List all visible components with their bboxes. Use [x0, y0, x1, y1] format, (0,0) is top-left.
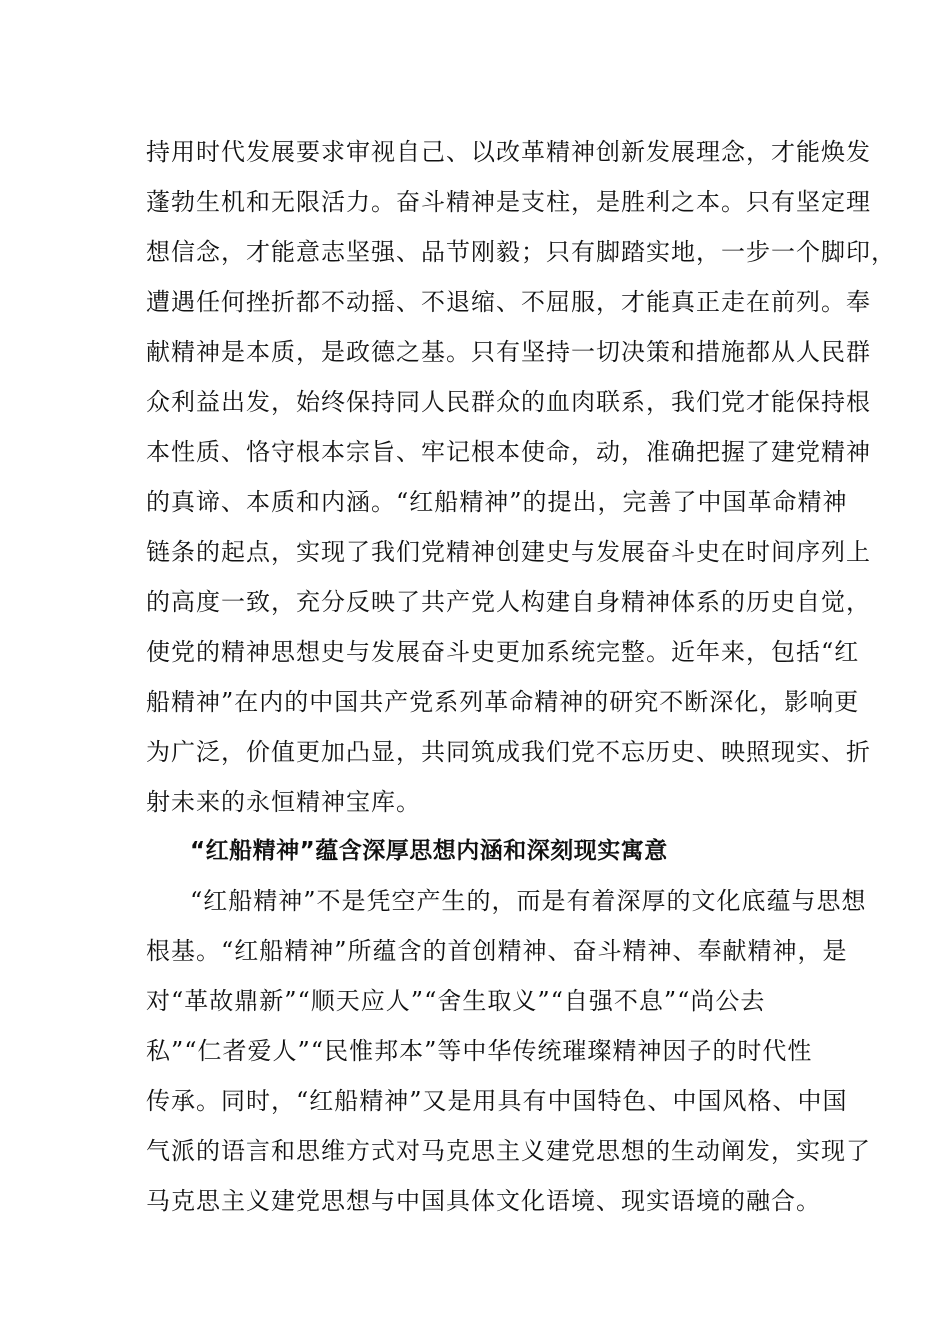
paragraph-1-line: 持用时代发展要求审视自己、以改革精神创新发展理念，才能焕发: [146, 138, 871, 166]
paragraph-2-line: 传承。同时，“红船精神”又是用具有中国特色、中国风格、中国: [146, 1087, 848, 1115]
paragraph-2-line: “红船精神”不是凭空产生的，而是有着深厚的文化底蕴与思想: [190, 887, 867, 915]
paragraph-1-line: 使党的精神思想史与发展奋斗史更加系统完整。近年来，包括“红: [146, 638, 860, 666]
paragraph-2-line: 根基。“红船精神”所蕴含的首创精神、奋斗精神、奉献精神，是: [146, 937, 848, 965]
paragraph-1-line: 献精神是本质，是政德之基。只有坚持一切决策和措施都从人民群: [146, 338, 871, 366]
paragraph-1-line: 船精神”在内的中国共产党系列革命精神的研究不断深化，影响更: [146, 688, 860, 716]
paragraph-1-line: 遭遇任何挫折都不动摇、不退缩、不屈服，才能真正走在前列。奉: [146, 288, 871, 316]
paragraph-2-line: 马克思主义建党思想与中国具体文化语境、现实语境的融合。: [146, 1187, 821, 1215]
paragraph-1-line: 本性质、恪守根本宗旨、牢记根本使命，动，准确把握了建党精神: [146, 438, 871, 466]
paragraph-1-line: 为广泛，价值更加凸显，共同筑成我们党不忘历史、映照现实、折: [146, 738, 871, 766]
paragraph-1-line: 射未来的永恒精神宝库。: [146, 788, 421, 816]
paragraph-2-line: 私”“仁者爱人”“民惟邦本”等中华传统璀璨精神因子的时代性: [146, 1037, 813, 1065]
paragraph-2-line: 气派的语言和思维方式对马克思主义建党思想的生动阐发，实现了: [146, 1137, 871, 1165]
section-heading: “红船精神”蕴含深厚思想内涵和深刻现实寓意: [190, 838, 668, 864]
paragraph-1-line: 的真谛、本质和内涵。“红船精神”的提出，完善了中国革命精神: [146, 488, 848, 516]
paragraph-1-line: 链条的起点，实现了我们党精神创建史与发展奋斗史在时间序列上: [146, 538, 871, 566]
paragraph-1-line: 的高度一致，充分反映了共产党人构建自身精神体系的历史自觉，: [146, 588, 871, 616]
paragraph-2-line: 对“革故鼎新”“顺天应人”“舍生取义”“自强不息”“尚公去: [146, 987, 766, 1015]
paragraph-1-line: 众利益出发，始终保持同人民群众的血肉联系，我们党才能保持根: [146, 388, 871, 416]
paragraph-1-line: 蓬勃生机和无限活力。奋斗精神是支柱，是胜利之本。只有坚定理: [146, 188, 871, 216]
paragraph-1-line: 想信念，才能意志坚强、品节刚毅；只有脚踏实地，一步一个脚印，: [146, 238, 896, 266]
